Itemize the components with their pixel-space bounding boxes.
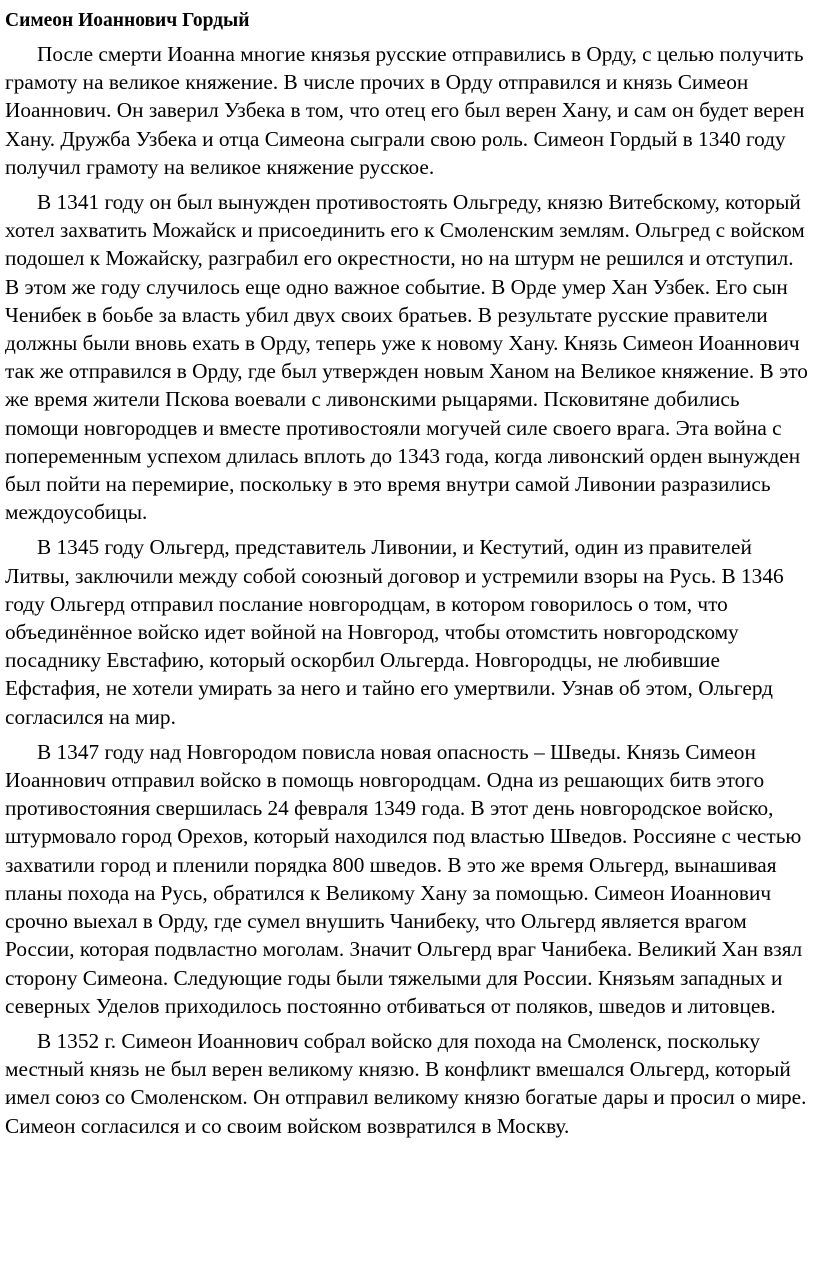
paragraph-5: В 1352 г. Симеон Иоаннович собрал войско для похода на Смоленск, поскольку местный князь не был верен великому князю. В конфликт вмешался Ольгерд, который имел союз со Смоленском. Он отправил великому князю богатые дары и просил о мире. Симеон согласился и со своим войском возвратился в Москву.: [5, 1028, 807, 1138]
paragraph-1: После смерти Иоанна многие князья русские отправились в Орду, с целью получить грамоту на великое княжение. В числе прочих в Орду отправился и князь Симеон Иоаннович. Он заверил Узбека в том, что отец его был верен Хану, и сам он будет верен Хану. Дружба Узбека и отца Симеона сыграли свою роль. Симеон Гордый в 1340 году получил грамоту на великое княжение русское.: [5, 42, 805, 179]
document-title: Симеон Иоаннович Гордый: [5, 10, 250, 31]
paragraph-4: В 1347 году над Новгородом повисла новая опасность – Шведы. Князь Симеон Иоаннович отправил войско в помощь новгородцам. Одна из решающих битв этого противостояния свершилась 24 февраля 1349 года. В этот день новгородское войско, штурмовало город Орехов, который находился под властью Шведов. Россияне с честью захватили город и пленили порядка 800 шведов. В это же время Ольгерд, вынашивая планы похода на Русь, обратился к Великому Хану за помощью. Симеон Иоаннович срочно выехал в Орду, где сумел внушить Чанибеку, что Ольгерд является врагом России, которая подвластно моголам. Значит Ольгерд враг Чанибека. Великий Хан взял сторону Симеона. Следующие годы были тяжелыми для России. Князьям западных и северных Уделов приходилось постоянно отбиваться от поляков, шведов и литовцев.: [5, 739, 803, 1018]
paragraph-2: В 1341 году он был вынужден противостоять Ольгреду, князю Витебскому, который хотел захватить Можайск и присоединить его к Смоленским землям. Ольгред с войском подошел к Можайску, разграбил его окрестности, но на штурм не решился и отступил. В этом же году случилось еще одно важное событие. В Орде умер Хан Узбек. Его сын Ченибек в боьбе за власть убил двух своих братьев. В результате русские правители должны были вновь ехать в Орду, теперь уже к новому Хану. Князь Симеон Иоаннович так же отправился в Орду, где был утвержден новым Ханом на Великое княжение. В это же время жители Пскова воевали с ливонскими рыцарями. Псковитяне добились помощи новгородцев и вместе противостояли могучей силе своего врага. Эта война с попеременным успехом длилась вплоть до 1343 года, когда ливонский орден вынужден был пойти на перемирие, поскольку в это время внутри самой Ливонии разразились междоусобицы.: [5, 190, 808, 525]
paragraph-3: В 1345 году Ольгерд, представитель Ливонии, и Кестутий, один из правителей Литвы, заключили между собой союзный договор и устремили взоры на Русь. В 1346 году Ольгерд отправил послание новгородцам, в котором говорилось о том, что объединённое войско идет войной на Новгород, чтобы отомстить новгородскому посаднику Евстафию, который оскорбил Ольгерда. Новгородцы, не любившие Ефстафия, не хотели умирать за него и тайно его умертвили. Узнав об этом, Ольгерд согласился на мир.: [5, 535, 784, 729]
